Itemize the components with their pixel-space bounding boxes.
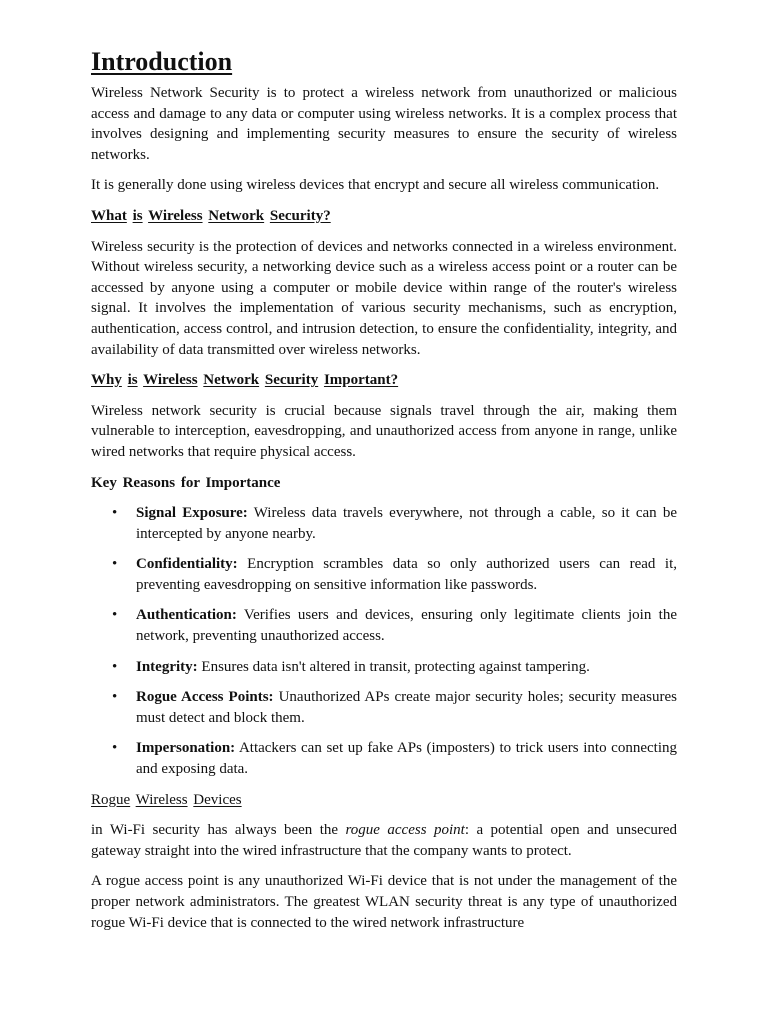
key-reasons-heading: Key Reasons for Importance <box>91 474 281 491</box>
bullet-icon: • <box>112 505 118 522</box>
heading-word: is <box>127 372 138 389</box>
rogue-text-start: in Wi-Fi security has always been the <box>91 822 346 839</box>
list-item-term: Confidentiality: <box>136 556 238 573</box>
rogue-paragraph-2: A rogue access point is any unauthorized Wi-Fi device that is not under the management of the proper network administrators. The greatest WLAN security threat is any type of unauthorized rogue Wi-Fi device that is connected to the wired network infrastructure <box>91 873 677 931</box>
heading-word: is <box>132 207 143 224</box>
heading-word: Security <box>264 372 319 389</box>
list-item <box>112 554 677 595</box>
bullet-icon: • <box>112 689 118 706</box>
rogue-text-end: : a potential open and unsecured gateway straight into the wired infrastructure that the company wants to protect. <box>91 822 677 859</box>
heading-word: Network <box>208 207 265 224</box>
why-paragraph: Wireless network security is crucial because signals travel through the air, making them vulnerable to interception, eavesdropping, and unauthorized access from anyone in range, unlike wired networks that require physical access. <box>91 402 677 460</box>
page-title: Introduction <box>91 47 233 76</box>
list-item-term: Rogue Access Points: <box>136 689 274 706</box>
list-item-text: Wireless data travels everywhere, not through a cable, so it can be intercepted by anyone nearby. <box>136 505 677 542</box>
heading-word: Security? <box>269 207 331 224</box>
list-item-text: Attackers can set up fake APs (imposters) to trick users into connecting and exposing data. <box>136 740 677 778</box>
list-item <box>112 503 677 544</box>
list-item-text: Ensures data isn't altered in transit, protecting against tampering. <box>197 658 590 675</box>
list-item-text: Encryption scrambles data so only authorized users can read it, preventing eavesdropping on sensitive information like passwords. <box>136 556 677 593</box>
heading-word: Wireless <box>143 372 198 389</box>
bullet-icon: • <box>112 607 118 624</box>
heading-word: What <box>91 207 127 224</box>
heading-word: Devices <box>193 791 242 808</box>
rogue-heading <box>91 790 677 811</box>
intro-paragraph-2: It is generally done using wireless devices that encrypt and secure all wireless communication. <box>91 177 660 194</box>
list-item-term: Authentication: <box>136 607 237 624</box>
intro-paragraph-1: Wireless Network Security is to protect a wireless network from unauthorized or malicious access and damage to any data or computer using wireless networks. It is a complex process that involves designing and implementing security measures to ensure the security of wireless networks. <box>91 85 677 163</box>
list-item <box>112 687 677 728</box>
list-item-term: Integrity: <box>136 658 198 675</box>
heading-word: Why <box>91 372 122 389</box>
heading-word: Important? <box>323 372 399 389</box>
heading-word: Wireless <box>148 207 203 224</box>
rogue-emphasis: rogue access point <box>345 822 465 839</box>
list-item <box>112 605 677 646</box>
list-item-term: Signal Exposure: <box>136 505 248 522</box>
heading-word: Rogue <box>91 791 131 808</box>
heading-word: Network <box>203 372 260 389</box>
list-item-term: Impersonation: <box>136 740 236 757</box>
list-item-text: Unauthorized APs create major security holes; security measures must detect and block them. <box>136 689 677 726</box>
list-item-text: Verifies users and devices, ensuring only legitimate clients join the network, preventing unauthorized access. <box>136 607 677 645</box>
list-item <box>112 657 677 678</box>
what-heading <box>91 206 677 227</box>
key-reasons-list <box>91 503 677 780</box>
heading-word: Wireless <box>135 791 188 808</box>
list-item <box>112 738 677 779</box>
bullet-icon: • <box>112 658 118 675</box>
rogue-paragraph-1 <box>91 820 677 861</box>
bullet-icon: • <box>112 740 118 757</box>
why-heading <box>91 370 677 391</box>
bullet-icon: • <box>112 556 118 573</box>
what-paragraph: Wireless security is the protection of devices and networks connected in a wireless environment. Without wireless security, a networking device such as a wireless access point or a router can be accessed by anyone using a computer or mobile device within range of the router's wireless signal. It involves the implementation of various security mechanisms, such as encryption, authentication, access control, and intrusion detection, to ensure the confidentiality, integrity, and availability of data transmitted over wireless networks. <box>91 238 677 358</box>
